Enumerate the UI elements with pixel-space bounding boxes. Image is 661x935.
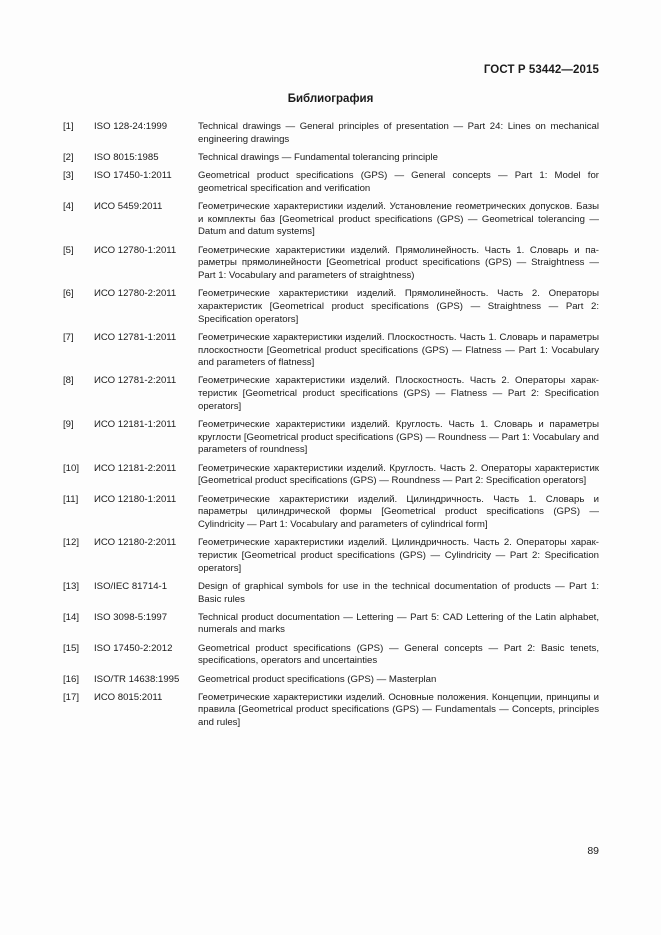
entry-number: [8]: [63, 375, 74, 387]
bibliography-entry: [63, 612, 599, 637]
entry-number: [7]: [63, 331, 74, 343]
page-number: 89: [587, 845, 599, 857]
entry-title: Геометрические характеристики изделий. Круглость. Часть 1. Словарь и параметры круглости [Geometrical product specifications (GPS) — Roundness — Part 1: Vocabulary and parameters of roundness]: [198, 419, 599, 456]
entry-title: Technical product documentation — Lettering — Part 5: CAD Lettering of the Latin alphabet, numerals and marks: [198, 611, 599, 636]
entry-standard-code: ISO 128-24:1999: [94, 121, 168, 132]
entry-number: [13]: [63, 580, 80, 592]
entry-standard-code: ISO 17450-1:2011: [94, 170, 172, 182]
entry-number: [4]: [63, 201, 74, 213]
entry-number: [14]: [63, 611, 80, 623]
entry-title: Геометрические характеристики изделий. Прямолинейность. Часть 2. Операторы характеристик [Geometrical product specifications (GPS) — Straightness — Part 2: Specification operators]: [198, 288, 599, 325]
entry-standard-code: ISO/TR 14638:1995: [94, 673, 180, 685]
bibliography-entry: [63, 643, 599, 668]
entry-standard-code: ИСО 12780-2:2011: [94, 288, 177, 300]
bibliography-entry: [63, 121, 599, 146]
bibliography-entry: [63, 245, 599, 283]
entry-standard-code: ISO/IEC 81714-1: [94, 580, 168, 592]
entry-standard-code: ISO 17450-2:2012: [94, 642, 173, 654]
entry-title: Technical drawings — Fundamental tolerancing principle: [198, 151, 438, 163]
bibliography-entry: [63, 537, 599, 575]
bibliography-entry: [63, 674, 599, 687]
entry-standard-code: ИСО 12180-1:2011: [94, 493, 177, 505]
entry-standard-code: ISO 8015:1985: [94, 151, 159, 163]
entry-title: Геометрические характеристики изделий. Плоскостность. Часть 1. Словарь и параметры плоскостности [Geometrical product specifications (GPS) — Flatness — Part 1: Vocabulary and parameters of flatness]: [198, 331, 599, 369]
entry-title: Геометрические характеристики изделий. Круглость. Часть 2. Операторы характеристик [Geometrical product specifications (GPS) — Roundness — Part 2: Specification operators]: [198, 462, 599, 487]
entry-title: Геометрические характеристики изделий. Плоскостность. Часть 2. Операторы характеристик [Geometrical product specifications (GPS) — Flatness — Part 2: Specification operators]: [198, 375, 599, 412]
entry-number: [15]: [63, 642, 80, 654]
bibliography-title: Библиография: [287, 93, 374, 105]
entry-number: [2]: [63, 151, 74, 163]
entry-title: Геометрические характеристики изделий. Цилиндричность. Часть 2. Операторы характеристик [Geometrical product specifications (GPS) — Cylindricity — Part 2: Specification operators]: [198, 537, 599, 574]
entry-standard-code: ИСО 8015:2011: [94, 691, 163, 703]
entry-title: Геометрические характеристики изделий. Основные положения. Концепции, принципы и правила [Geometrical product specifications (GPS) — Fundamentals — Concepts, principles and rules]: [198, 691, 599, 729]
bibliography-entry: [63, 581, 599, 606]
entry-title: Geometrical product specifications (GPS) — Masterplan: [198, 673, 437, 685]
bibliography-list: [63, 121, 599, 735]
entry-standard-code: ИСО 12781-1:2011: [94, 331, 177, 343]
entry-number: [12]: [63, 537, 80, 549]
document-code: ГОСТ Р 53442—2015: [483, 64, 599, 76]
entry-number: [9]: [63, 419, 74, 431]
entry-number: [6]: [63, 288, 74, 300]
entry-title: Геометрические характеристики изделий. Прямолинейность. Часть 1. Словарь и параметры прямолинейности [Geometrical product specifications (GPS) — Straightness — Part 1: Vocabulary and parameters of straightness): [198, 244, 599, 282]
entry-number: [11]: [63, 493, 79, 505]
entry-standard-code: ИСО 12781-2:2011: [94, 375, 177, 387]
entry-title: Geometrical product specifications (GPS) — General concepts — Part 1: Model for geometrical specification and verification: [198, 170, 599, 194]
entry-title: Геометрические характеристики изделий. Цилиндричность. Часть 1. Словарь и параметры цилиндрической формы [Geometrical product specifications (GPS) — Cylindricity — Part 1: Vocabulary and parameters of cylindrical form]: [198, 493, 599, 530]
entry-number: [1]: [63, 121, 74, 132]
bibliography-entry: [63, 201, 599, 239]
bibliography-entry: [63, 170, 599, 195]
entry-standard-code: ИСО 12780-1:2011: [94, 244, 177, 256]
entry-standard-code: ИСО 12181-2:2011: [94, 462, 177, 474]
entry-number: [3]: [63, 170, 74, 182]
bibliography-entry: [63, 152, 599, 165]
entry-title: Design of graphical symbols for use in the technical documentation of products — Part 1: Basic rules: [198, 580, 599, 605]
entry-number: [10]: [63, 462, 80, 474]
entry-standard-code: ИСО 12181-1:2011: [94, 419, 177, 431]
entry-title: Geometrical product specifications (GPS) — General concepts — Part 2: Basic tenets, specifications, operators and uncertainties: [198, 642, 599, 667]
entry-standard-code: ИСО 12180-2:2011: [94, 537, 177, 549]
entry-number: [17]: [63, 691, 80, 703]
bibliography-entry: [63, 288, 599, 326]
bibliography-entry: [63, 332, 599, 370]
bibliography-entry: [63, 463, 599, 488]
entry-number: [5]: [63, 244, 74, 256]
bibliography-entry: [63, 494, 599, 532]
entry-standard-code: ISO 3098-5:1997: [94, 611, 168, 623]
bibliography-entry: [63, 375, 599, 413]
entry-standard-code: ИСО 5459:2011: [94, 201, 163, 213]
bibliography-entry: [63, 419, 599, 457]
entry-number: [16]: [63, 673, 80, 685]
entry-title: Technical drawings — General principles of presentation — Part 24: Lines on mechanical engineering drawings: [198, 121, 599, 145]
entry-title: Геометрические характеристики изделий. Установление геометрических допусков. Базы и комплекты баз [Geometrical product specifications (GPS) — Geometrical tolerancing — Datum and datum systems]: [198, 201, 599, 238]
bibliography-entry: [63, 692, 599, 730]
